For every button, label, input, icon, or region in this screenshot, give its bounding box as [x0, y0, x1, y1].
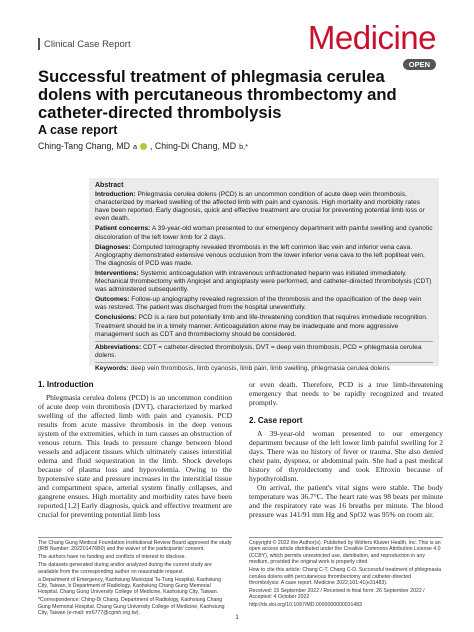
footnote-divider — [38, 537, 232, 538]
body-column-right — [249, 380, 443, 519]
abstract-label: Interventions: — [95, 269, 139, 277]
abstract-text: deep vein thrombosis, limb cyanosis, limb pain, limb swelling, phlegmasia cerulea dolens — [130, 364, 390, 372]
case-paragraph: A 39-year-old woman presented to our emergency department because of the left lower limb painful swelling for 2 days. There was no history of fever or trauma. She also denied chest pain, dyspnea, or abdominal pain. She had a past medical history of thyroidectomy and took Eltroxin because of hypothyroidism. — [249, 429, 443, 483]
article-subtitle: A case report — [38, 123, 118, 137]
article-title: Successful treatment of phlegmasia cerulea dolens with percutaneous thrombectomy and catheter-directed thrombolysis — [38, 67, 397, 122]
abstract-label: Diagnoses: — [95, 243, 131, 251]
author-name: Ching-Tang Chang, MD — [38, 141, 130, 151]
page-number: 1 — [235, 614, 239, 621]
footnote: The Chang Gung Medical Foundation Institutional Review Board approved the study (IRB Number: 202201476B0) and the waiver of the participants' consent. — [38, 540, 232, 553]
abstract-concerns — [95, 225, 433, 241]
abstract-label: Outcomes: — [95, 296, 130, 304]
abstract-text: Follow-up angiography revealed regression of the thrombosis and the opacification of the deep vein was restored. The patient was discharged from the hospital uneventfully. — [95, 296, 422, 312]
abstract-text: PCD is a rare but potentially limb and life-threatening condition that requires immediate recognition. Treatment should be in a timely manner. Anticoagulation alone may be inadequate and more aggressive management such as CDT and thrombectomy should be considered. — [95, 314, 428, 338]
abstract-text: Phlegmasia cerulea dolens (PCD) is an uncommon condition of acute deep vein thrombosis, characterized by marked swelling of the affected limb with pain and cyanosis. High mortality and morbidity rates have been reported. Early diagnosis, quick and effective treatment are crucial for preventing potential limb loss or even death. — [95, 191, 425, 223]
journal-brand — [307, 19, 436, 72]
abstract-introduction — [95, 191, 433, 223]
abstract-label: Introduction: — [95, 191, 136, 199]
received-dates: Received: 15 September 2022 / Received in final form: 26 September 2022 / Accepted: 4 October 2022 — [249, 587, 425, 601]
section-label: Clinical Case Report — [44, 38, 131, 50]
abstract-box — [89, 178, 439, 372]
body-column-left — [38, 380, 232, 519]
footnotes-right — [249, 537, 443, 610]
abstract-conclusions — [95, 314, 433, 338]
copyright-note: Copyright © 2022 the Author(s). Published by Wolters Kluwer Health, Inc. This is an open access article distributed under the Creative Commons Attribution License 4.0 (CCBY), which permits unrestricted use, distribution, and reproduction in any medium, provided the original work is properly cited. — [249, 540, 441, 566]
footnote: The authors have no funding and conflicts of interest to disclose. — [38, 554, 186, 561]
abstract-text: A 39-year-old woman presented to our emergency department with painful swelling and cyanotic discoloration of the left lower limb for 2 days. — [95, 225, 433, 241]
abstract-label: Conclusions: — [95, 314, 137, 322]
abstract-text: Computed tomography revealed thrombosis in the left common iliac vein and inferior vena cava. Angiography demonstrated extensive venous occlusion from the lower inferior vena cava to the left popliteal vein. The diagnosis of PCD was made. — [95, 243, 425, 267]
citation-note: How to cite this article: Chang C-T, Chang C-D. Successful treatment of phlegmasia cerulea dolens with percutaneous thrombectomy and catheter-directed thrombolysis: A case report. Medicine 2022;101:41(e31483). — [249, 567, 442, 586]
intro-heading: 1. Introduction — [38, 380, 94, 389]
abstract-keywords — [95, 365, 433, 373]
abstract-text: Systemic anticoagulation with intravenous unfractionated heparin was initiated immediately. Mechanical thrombectomy with Angiojet and angioplasty were performed, and catheter-directed thrombolysis (CDT) was administered subsequently. — [95, 269, 432, 294]
doi-link[interactable]: http://dx.doi.org/10.1097/MD.0000000000031483 — [249, 602, 363, 609]
section-header — [38, 38, 131, 50]
open-access-badge: OPEN — [403, 59, 436, 70]
footnote: The datasets generated during and/or analyzed during the current study are available from the corresponding author on reasonable request. — [38, 562, 212, 575]
intro-continued: or even death. Therefore, PCD is a true limb-threatening emergency that needs to be rapidly recognized and treated promptly. — [249, 380, 443, 407]
footnote: a Department of Emergency, Kaohsiung Municipal Ta-Tung Hospital, Kaohsiung City, Taiwan, b Department of Radiology, Kaohsiung Chang Gung Memorial Hospital, Chang Gung University College of Medicine, Kaohsiung City, Taiwan. — [38, 576, 222, 596]
author-name: , Ching-Di Chang, MD — [150, 141, 237, 151]
abstract-diagnoses — [95, 244, 433, 268]
abstract-label: Abbreviations: — [95, 343, 142, 351]
author-line — [38, 141, 248, 151]
abstract-label: Keywords: — [95, 364, 129, 372]
case-heading: 2. Case report — [249, 416, 303, 425]
abstract-label: Patient concerns: — [95, 225, 151, 233]
abstract-abbreviations — [95, 344, 433, 360]
abstract-divider — [95, 362, 433, 363]
abstract-divider — [95, 341, 433, 342]
affiliation-mark: a — [132, 141, 138, 151]
abstract-outcomes — [95, 296, 433, 312]
case-paragraph: On arrival, the patient's vital signs were stable. The body temperature was 36.7°C. The heart rate was 98 beats per minute and the respiratory rate was 16 breaths per minute. The blood pressure was 141/91 mm Hg and SpO2 was 95% on room air. — [249, 483, 443, 519]
footnote-divider — [249, 537, 443, 538]
footnotes-left — [38, 537, 232, 618]
footnote: *Correspondence: Ching-Di Chang, Department of Radiology, Kaohsiung Chang Gung Memorial Hospital, Chang Gung University College of Medicine, Kaohsiung City, Taiwan (e-mail: mr6777@cgmh.org.tw). — [38, 597, 225, 617]
intro-paragraph: Phlegmasia cerulea dolens (PCD) is an uncommon condition of acute deep vein thrombosis (DVT), characterized by marked swelling of the affected limb with pain and cyanosis. PCD results from acute massive thrombosis in the deep venous system of the extremities, which in turn causes an obstruction of venous return. This leads to pressure change between blood vessels and adjacent tissues which ultimately causes interstitial edema and fluid sequestration in the limb. Shock develops because of plasma loss and hypovolemia. Owing to the hypotensive state and pressure increases in the interstitial tissue and compartment space, arterial system finally collapses, and gangrene ensues. High mortality and morbidity rates have been reported.[1,2] Early diagnosis, quick and effective treatment are crucial for preventing potential limb loss — [38, 393, 232, 519]
section-marker — [38, 38, 40, 50]
orcid-icon[interactable] — [140, 143, 147, 150]
journal-logo: Medicine — [307, 19, 436, 56]
abstract-heading: Abstract — [95, 182, 124, 189]
abstract-interventions — [95, 270, 433, 294]
abstract-text: CDT = catheter-directed thrombolysis, DVT = deep vein thrombosis, PCD = phlegmasia cerulea dolens. — [95, 343, 422, 359]
affiliation-mark: b,* — [239, 141, 249, 151]
